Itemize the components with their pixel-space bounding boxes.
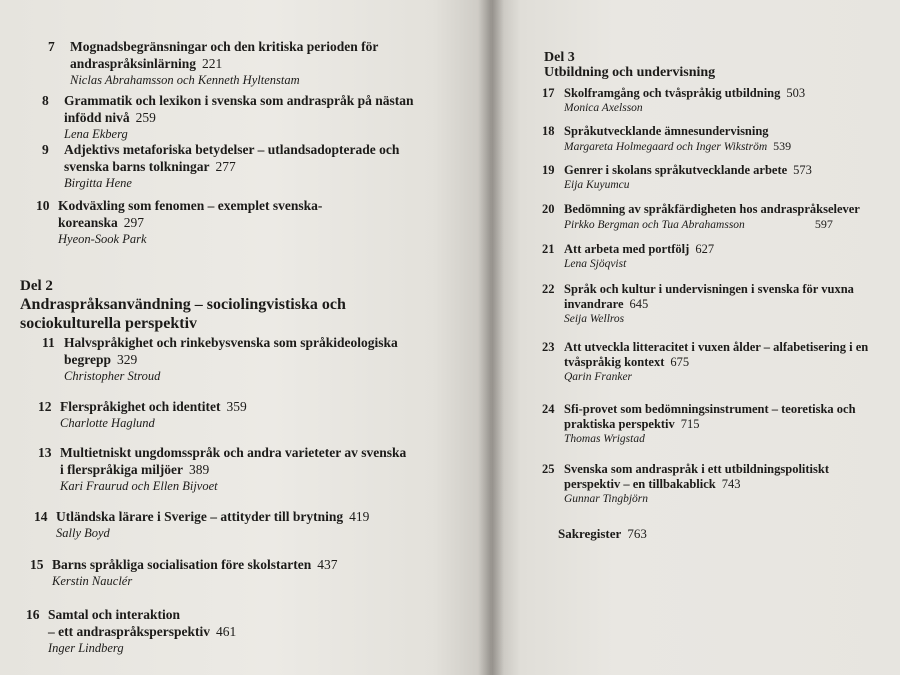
page-number: 221 [202, 56, 223, 71]
chapter-title [542, 340, 868, 370]
toc-entry-23 [542, 340, 868, 384]
part-name-line: sociokulturella perspektiv [20, 315, 198, 332]
page-number: 763 [627, 526, 647, 541]
part-label: Del 3 [544, 50, 575, 65]
page-number: 743 [721, 477, 741, 491]
chapter-author: Birgitta Hene [64, 176, 132, 190]
chapter-author-text: Pirkko Bergman och Tua Abrahamsson [564, 219, 745, 231]
chapter-title [36, 197, 322, 231]
chapter-title [26, 606, 236, 640]
chapter-title [48, 38, 378, 72]
chapter-number: 21 [542, 242, 555, 256]
chapter-title [38, 444, 406, 478]
chapter-author: Monica Axelsson [564, 102, 643, 114]
toc-entry-15 [30, 556, 338, 589]
right-page [492, 0, 900, 675]
toc-entry-24 [542, 402, 856, 446]
toc-entry-16 [26, 606, 236, 656]
toc-entry-17 [542, 86, 805, 115]
toc-entry-10 [36, 197, 322, 247]
chapter-title-line: tvåspråkig kontext [564, 355, 665, 369]
page-number: 437 [317, 557, 338, 572]
chapter-title-line: Utländska lärare i Sverige – attityder till brytning [56, 509, 344, 524]
chapter-author: Seija Wellros [564, 313, 625, 325]
part-2-heading [20, 278, 346, 333]
toc-entry-25 [542, 462, 829, 506]
toc-entry-12 [38, 398, 247, 431]
chapter-title-line: Att arbeta med portfölj [564, 242, 690, 256]
chapter-number: 13 [38, 445, 52, 460]
chapter-title-line: praktiska perspektiv [564, 417, 675, 431]
chapter-number: 11 [42, 335, 55, 350]
chapter-author: Christopher Stroud [64, 369, 161, 383]
chapter-author: Qarin Franker [564, 371, 633, 383]
toc-entry-21 [542, 242, 714, 271]
chapter-title-line: begrepp [64, 352, 112, 367]
chapter-number: 15 [30, 557, 44, 572]
toc-entry-8 [42, 92, 414, 142]
chapter-title-line: Skolframgång och tvåspråkig utbildning [564, 86, 781, 100]
chapter-author: Hyeon-Sook Park [58, 232, 147, 246]
chapter-number: 12 [38, 399, 52, 414]
chapter-author: Gunnar Tingbjörn [564, 493, 649, 505]
chapter-author: Sally Boyd [56, 526, 110, 540]
page-number: 461 [216, 624, 237, 639]
page-number: 539 [773, 139, 792, 153]
chapter-title-line: Halvspråkighet och rinkebysvenska som språkideologiska [64, 335, 398, 350]
chapter-title [34, 508, 369, 525]
chapter-author: Lena Sjöqvist [564, 258, 627, 270]
chapter-title-line: Svenska som andraspråk i ett utbildningspolitiskt [564, 462, 830, 476]
page-number: 627 [695, 242, 715, 256]
chapter-number: 22 [542, 282, 555, 296]
chapter-title [542, 86, 805, 101]
toc-entry-20 [542, 202, 860, 232]
chapter-author-text: Margareta Holmegaard och Inger Wikström [564, 141, 768, 153]
chapter-author: Charlotte Haglund [60, 416, 155, 430]
chapter-author: Kari Fraurud och Ellen Bijvoet [60, 479, 218, 493]
chapter-title-line: Språkutvecklande ämnesundervisning [564, 124, 769, 138]
chapter-title-line: Sfi-provet som bedömningsinstrument – teoretiska och [564, 402, 856, 416]
chapter-title-line: Genrer i skolans språkutvecklande arbete [564, 163, 788, 177]
toc-entry-19 [542, 163, 812, 192]
toc-entry-18 [542, 124, 791, 154]
chapter-title-line: Samtal och interaktion [48, 607, 181, 622]
chapter-number: 18 [542, 124, 555, 138]
page-number: 329 [117, 352, 138, 367]
page-number: 503 [786, 86, 806, 100]
chapter-title-line: Adjektivs metaforiska betydelser – utlandsadopterade och [64, 142, 400, 157]
chapter-title [542, 163, 812, 178]
page-number: 359 [226, 399, 247, 414]
chapter-title [30, 556, 338, 573]
chapter-number: 8 [42, 93, 49, 108]
chapter-author: Thomas Wrigstad [564, 433, 645, 445]
chapter-title-line: – ett andraspråksperspektiv [48, 624, 211, 639]
page-number: 597 [814, 217, 833, 231]
chapter-number: 7 [48, 39, 55, 54]
chapter-title-line: Grammatik och lexikon i svenska som andraspråk på nästan [64, 93, 414, 108]
chapter-number: 25 [542, 462, 555, 476]
index-entry [558, 526, 647, 542]
part-name: Utbildning och undervisning [544, 65, 716, 80]
chapter-title-line: invandrare [564, 297, 624, 311]
chapter-author: Niclas Abrahamsson och Kenneth Hyltenstam [70, 73, 300, 87]
page-number: 419 [349, 509, 370, 524]
chapter-title [42, 141, 399, 175]
chapter-title [542, 124, 791, 139]
chapter-title-line: Språk och kultur i undervisningen i svenska för vuxna [564, 282, 854, 296]
part-name-line: Andraspråksanvändning – sociolingvistiska och [20, 296, 346, 313]
page-number: 715 [680, 417, 700, 431]
chapter-title [542, 282, 854, 312]
chapter-author: Eija Kuyumcu [564, 179, 630, 191]
chapter-title-line: Bedömning av språkfärdigheten hos andraspråkselever [564, 202, 860, 216]
toc-entry-7 [48, 38, 378, 88]
part-label: Del 2 [20, 278, 53, 294]
book-gutter [478, 0, 504, 675]
page-number: 297 [123, 215, 145, 230]
chapter-author: Lena Ekberg [64, 127, 128, 141]
chapter-title-line: koreanska [58, 215, 118, 230]
toc-entry-9 [42, 141, 399, 191]
chapter-number: 20 [542, 202, 555, 216]
chapter-title-line: svenska barns tolkningar [64, 159, 210, 174]
chapter-title-line: Att utveckla litteracitet i vuxen ålder – alfabetisering i en [564, 340, 869, 354]
chapter-author [542, 139, 791, 154]
chapter-title-line: Multietniskt ungdomsspråk och andra varieteter av svenska [60, 445, 407, 460]
chapter-title [542, 242, 714, 257]
toc-entry-14 [34, 508, 369, 541]
chapter-title-line: Flerspråkighet och identitet [60, 399, 221, 414]
chapter-number: 9 [42, 142, 49, 157]
chapter-title-line: infödd nivå [64, 110, 130, 125]
chapter-author [542, 217, 860, 232]
page-number: 675 [670, 355, 690, 369]
chapter-number: 24 [542, 402, 555, 416]
toc-entry-13 [38, 444, 406, 494]
page-number: 259 [135, 110, 156, 125]
chapter-title [542, 202, 860, 217]
chapter-title [42, 92, 414, 126]
chapter-title [542, 462, 829, 492]
chapter-title [542, 402, 856, 432]
chapter-title-line: Mognadsbegränsningar och den kritiska perioden för [70, 39, 379, 54]
chapter-title [42, 334, 398, 368]
chapter-author: Inger Lindberg [48, 641, 124, 655]
toc-entry-22 [542, 282, 854, 326]
chapter-title-line: Kodväxling som fenomen – exemplet svenska- [58, 198, 323, 213]
chapter-author: Kerstin Nauclér [52, 574, 133, 588]
chapter-title-line: andraspråksinlärning [70, 56, 197, 71]
page-number: 389 [188, 462, 210, 477]
chapter-number: 16 [26, 607, 40, 622]
chapter-number: 23 [542, 340, 555, 354]
chapter-number: 10 [36, 198, 50, 213]
page-number: 277 [215, 159, 236, 174]
chapter-title-line: perspektiv – en tillbakablick [564, 477, 716, 491]
page-number: 645 [629, 297, 649, 311]
chapter-title-line: Barns språkliga socialisation före skolstarten [52, 557, 312, 572]
page-number: 573 [793, 163, 812, 177]
chapter-number: 17 [542, 86, 555, 100]
chapter-title [38, 398, 247, 415]
index-label: Sakregister [558, 526, 622, 541]
part-3-heading [544, 50, 715, 81]
chapter-number: 14 [34, 509, 48, 524]
chapter-title-line: i flerspråkiga miljöer [60, 462, 183, 477]
chapter-number: 19 [542, 163, 555, 177]
toc-entry-11 [42, 334, 398, 384]
